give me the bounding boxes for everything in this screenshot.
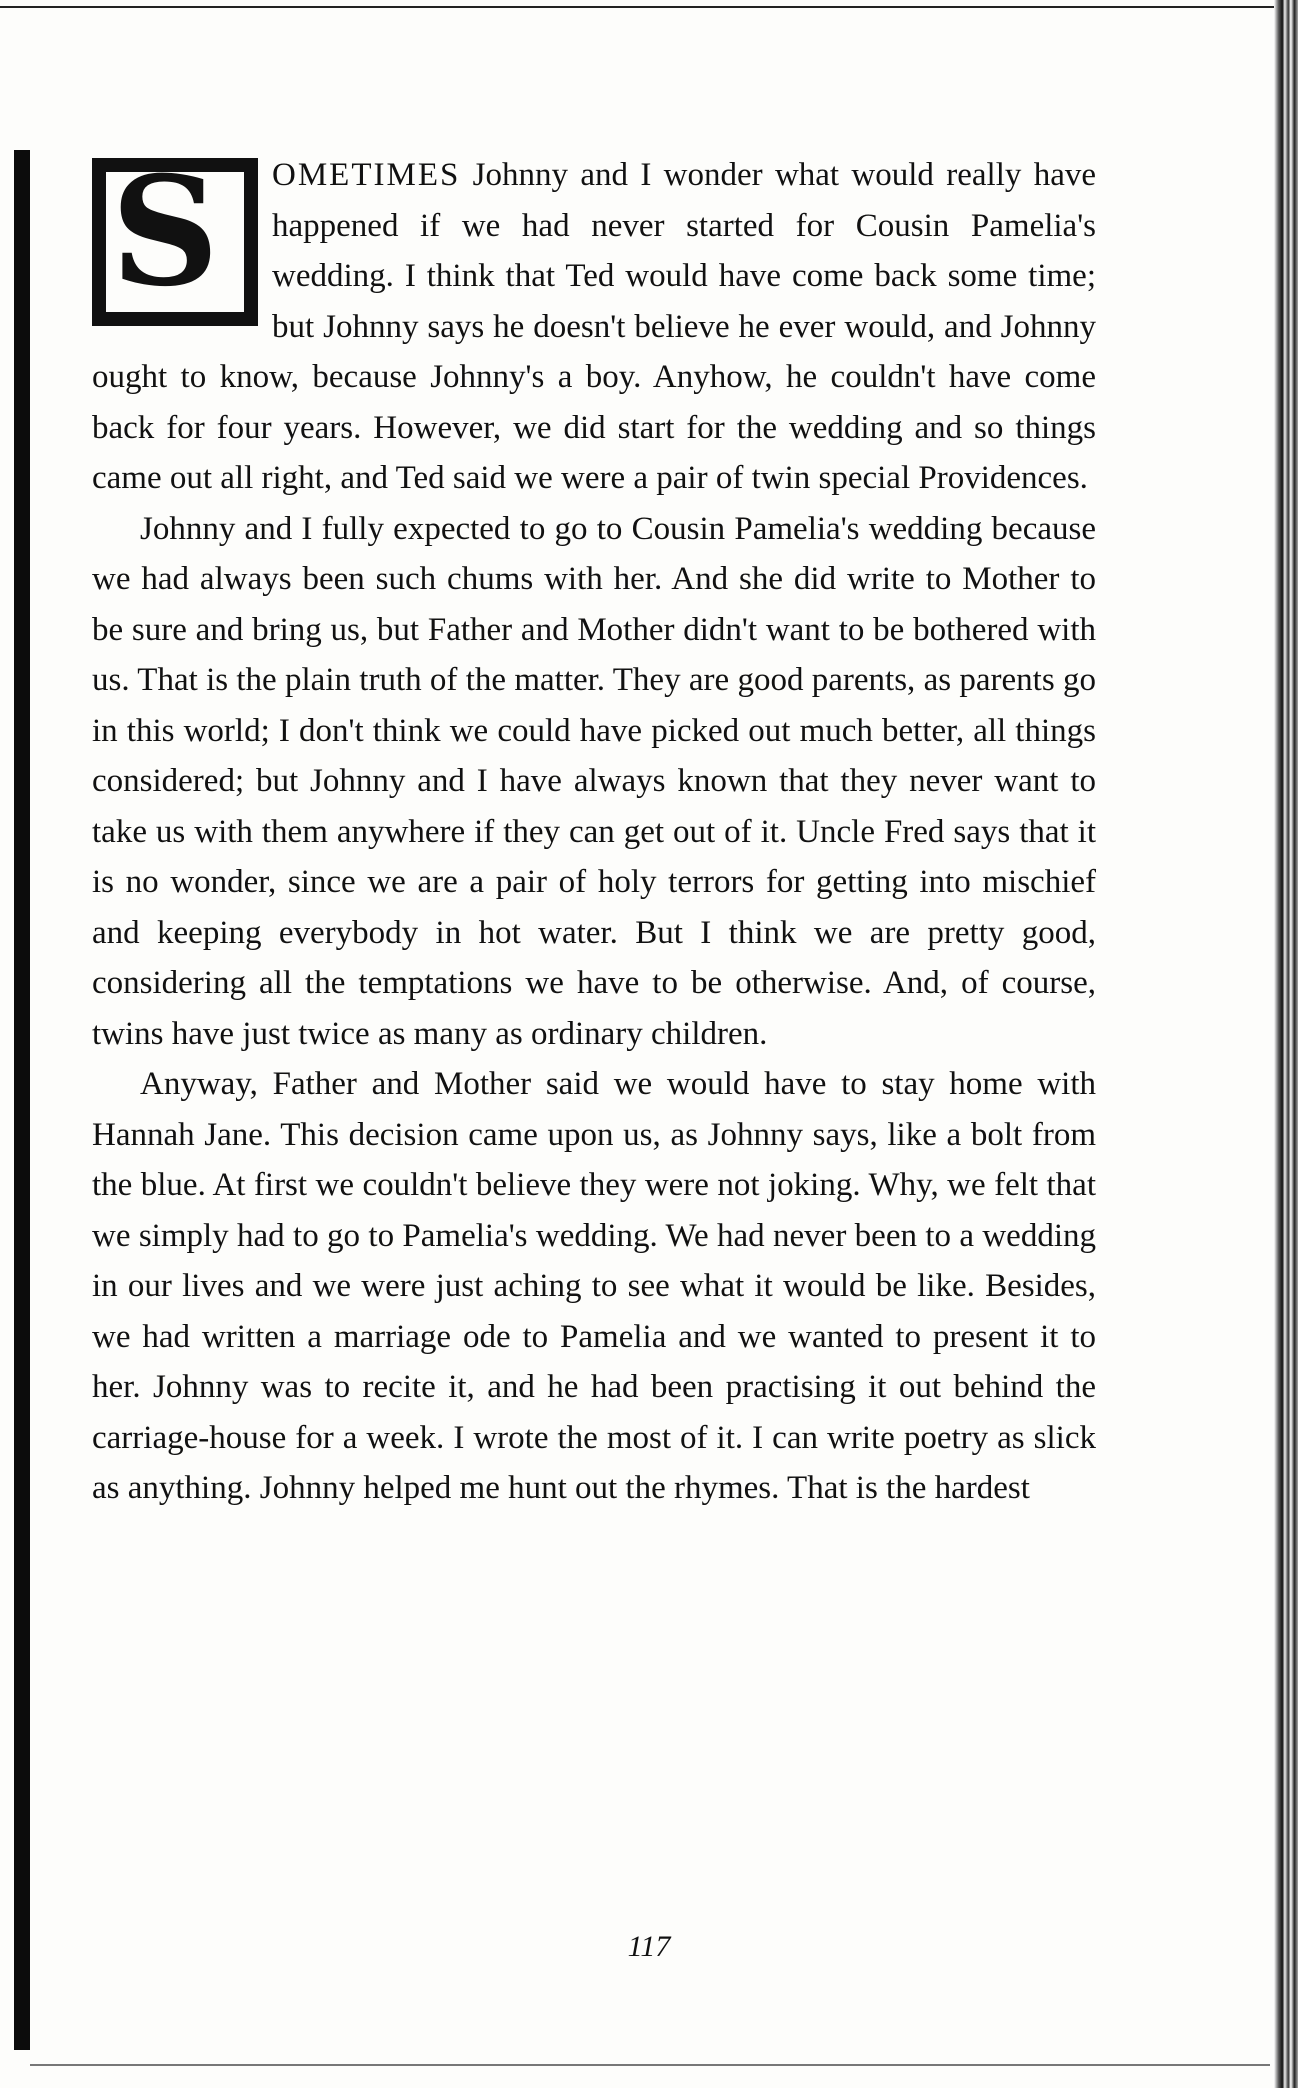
decorative-dropcap: [92, 144, 258, 326]
paragraph-1: [92, 144, 1096, 504]
page-bottom-edge: [30, 2064, 1270, 2066]
page-top-edge: [0, 6, 1290, 8]
page-number: 117: [627, 1930, 671, 1963]
dropcap-letter: S: [110, 144, 220, 320]
page-spine-shadow: [14, 150, 30, 2050]
body-text: [92, 144, 1096, 1514]
paragraph-1-text: Johnny and I wonder what would really have happened if we had never started for Cousin Pamelia's wedding. I think that Ted would have come back some time; but Johnny says he doesn't believe he ever would, and Johnny ought to know, because Johnny's a boy. Anyhow, he couldn't have come back for four years. However, we did start for the wedding and so things came out all right, and Ted said we were a pair of twin special Providences.: [92, 157, 1096, 496]
paragraph-3: Anyway, Father and Mother said we would have to stay home with Hannah Jane. This decision came upon us, as Johnny says, like a bolt from the blue. At first we couldn't believe they were not joking. Why, we felt that we simply had to go to Pamelia's wedding. We had never been to a wedding in our lives and we were just aching to see what it would be like. Besides, we had written a marriage ode to Pamelia and we wanted to present it to her. Johnny was to recite it, and he had been practising it out behind the carriage-house for a week. I wrote the most of it. I can write poetry as slick as anything. Johnny helped me hunt out the rhymes. That is the hardest: [92, 1066, 1096, 1506]
page-right-edge: [1274, 0, 1298, 2088]
opening-smallcaps: OMETIMES: [272, 157, 461, 193]
paragraph-2: Johnny and I fully expected to go to Cousin Pamelia's wedding because we had always been such chums with her. And she did write to Mother to be sure and bring us, but Father and Mother didn't want to be bothered with us. That is the plain truth of the matter. They are good parents, as parents go in this world; I don't think we could have picked out much better, all things considered; but Johnny and I have always known that they never want to take us with them anywhere if they can get out of it. Uncle Fred says that it is no wonder, since we are a pair of holy terrors for getting into mischief and keeping everybody in hot water. But I think we are pretty good, considering all the temptations we have to be otherwise. And, of course, twins have just twice as many as ordinary children.: [92, 510, 1096, 1052]
